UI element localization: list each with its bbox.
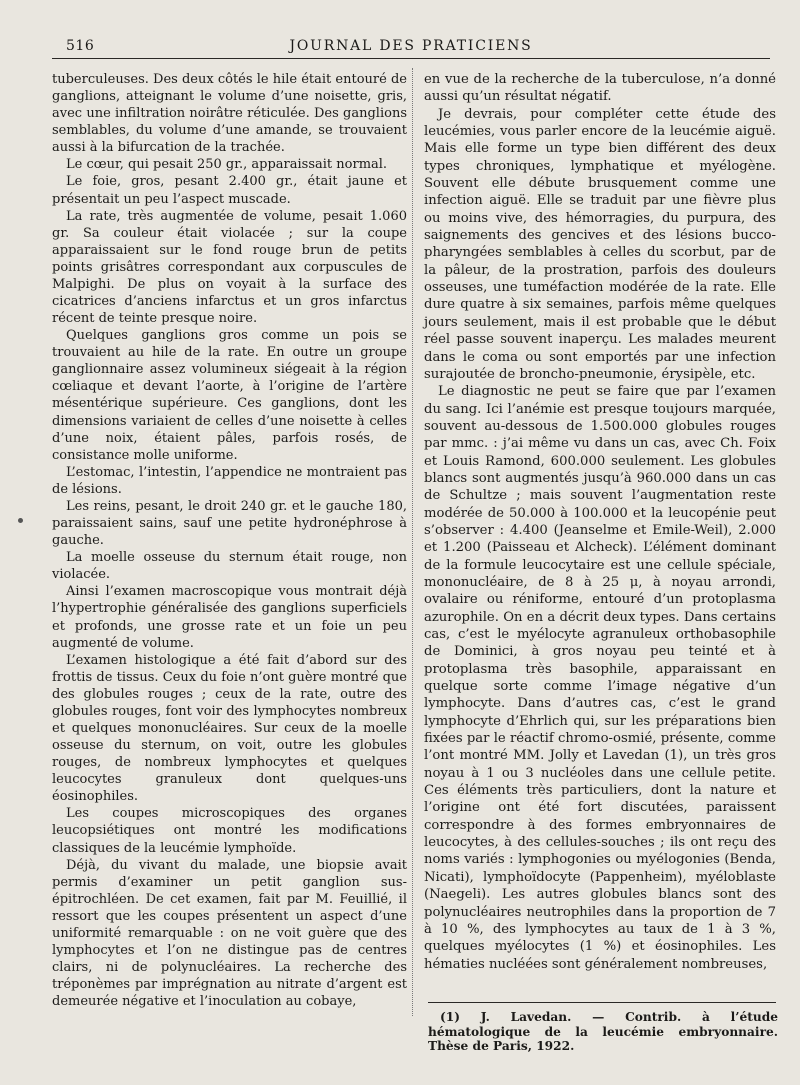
- paragraph: Le cœur, qui pesait 250 gr., apparaissait normal.: [66, 157, 388, 173]
- paragraph: L’examen histologique a été fait d’abord sur des frottis de tissus. Ceux du foie n’ont guère montré que des globules rouges ; ceux de la rate, outre des globules rouges, font voir des lymphocytes nombreux et quelques mononucléaires. Sur ceux de la moelle osseuse du sternum, on voit, outre les globules rouges, de nombreux lymphocytes et quelques leucocytes granuleux dont quelques-uns éosinophiles.: [52, 652, 407, 805]
- paragraph: Je devrais, pour compléter cette étude des leucémies, vous parler encore de la leucémie aiguë. Mais elle forme un type bien différent des deux types chroniques, lymphatique et myélogène. Souvent elle débute brusquement comme une infection aiguë. Elle se traduit par une fièvre plus ou moins vive, des hémorragies, du purpura, des saignements des gencives et des lésions bucco-pharyngées semblables à celles du scorbut, par de la pâleur, de la prostration, parfois des douleurs osseuses, une tuméfaction modérée de la rate. Elle dure quatre à six semaines, parfois même quelques jours seulement, mais il est probable que le début réel passe souvent inaperçu. Les malades meurent dans le coma ou sont emportés par une infection surajoutée de broncho-pneumonie, érysipèle, etc.: [424, 106, 776, 382]
- paragraph: Déjà, du vivant du malade, une biopsie avait permis d’examiner un petit ganglion sus-épitrochléen. De cet examen, fait par M. Feuillié, il ressort que les coupes présentent un aspect d’une uniformité remarquable : on ne voit guère que des lymphocytes et l’on ne distingue pas de centres clairs, ni de polynucléaires. La recherche des tréponèmes par imprégnation au nitrate d’argent est demeurée négative et l’inoculation au cobaye,: [52, 857, 407, 1010]
- paragraph: Ainsi l’examen macroscopique vous montrait déjà l’hypertrophie généralisée des ganglions superficiels et profonds, une grosse rate et un foie un peu augmenté de volume.: [52, 584, 407, 651]
- paragraph: Les reins, pesant, le droit 240 gr. et le gauche 180, paraissaient sains, sauf une petite hydronéphrose à gauche.: [52, 498, 407, 549]
- paragraph: Le foie, gros, pesant 2.400 gr., était jaune et présentait un peu l’aspect muscade.: [52, 174, 407, 207]
- paragraph: Le diagnostic ne peut se faire que par l’examen du sang. Ici l’anémie est presque toujours marquée, souvent au-dessous de 1.500.000 globules rouges par mmc. : j’ai même vu dans un cas, avec Ch. Foix et Louis Ramond, 600.000 seulement. Les globules blancs sont augmentés jusqu’à 960.000 dans un cas de Schultze ; mais souvent l’augmentation reste modérée de 50.000 à 100.000 et la leucopénie peut s’observer : 4.400 (Jeanselme et Emile-Weil), 2.000 et 1.200 (Paisseau et Alcheck). L’élément dominant de la formule leucocytaire est une cellule spéciale, mononucléaire, de 8 à 25 μ, à noyau arrondi, ovalaire ou réniforme, entouré d’un protoplasma azurophile. On en a décrit deux types. Dans certains cas, c’est le myélocyte agranuleux orthobasophile de Dominici, à gros noyau peu teinté et à protoplasma très basophile, apparaissant en quelque sorte comme l’image négative d’un lymphocyte. Dans d’autres cas, c’est le grand lymphocyte d’Ehrlich qui, sur les préparations bien fixées par le réactif chromo-osmié, présente, comme l’ont montré MM. Jolly et Lavedan (1), un très gros noyau à 1 ou 3 nucléoles dans une cellule petite. Ces éléments très particuliers, dont la nature et l’origine ont été fort discutées, paraissent correspondre à des formes embryonnaires de leucocytes, à des cellules-souches ; ils ont reçu des noms variés : lymphogonies ou myélogonies (Benda, Nicati), lymphoïdocyte (Pappenheim), myéloblaste (Naegeli). Les autres globules blancs sont des polynucléaires neutrophiles dans la proportion de 7 à 10 %, des lymphocytes au taux de 1 à 3 %, quelques myélocytes (1 %) et éosinophiles. Les hématies nucléées sont généralement nombreuses,: [424, 384, 776, 972]
- paragraph: L’estomac, l’intestin, l’appendice ne montraient pas de lésions.: [52, 464, 407, 497]
- margin-dot-mark: [18, 518, 23, 523]
- running-title: JOURNAL DES PRATICIENS: [289, 38, 533, 54]
- footnote-rule: [428, 1002, 776, 1003]
- footnote: (1) J. Lavedan. — Contrib. à l’étude hématologique de la leucémie embryonnaire. Thèse de Paris, 1922.: [428, 1010, 778, 1053]
- paragraph: tuberculeuses. Des deux côtés le hile était entouré de ganglions, atteignant le volume d’une noisette, gris, avec une infiltration noirâtre réticulée. Des ganglions semblables, du volume d’une amande, se trouvaient aussi à la bifurcation de la trachée.: [52, 72, 407, 156]
- right-column: [424, 71, 776, 973]
- left-column: [52, 71, 407, 1010]
- paragraph: en vue de la recherche de la tuberculose, n’a donné aussi qu’un résultat négatif.: [424, 72, 776, 105]
- page-header: [52, 34, 770, 59]
- paragraph: Quelques ganglions gros comme un pois se trouvaient au hile de la rate. En outre un groupe ganglionnaire assez volumineux siégeait à la région cœliaque et devant l’aorte, à l’origine de l’artère mésentérique supérieure. Ces ganglions, dont les dimensions variaient de celles d’une noisette à celles d’une noix, étaient pâles, parfois rosés, de consistance molle uniforme.: [52, 328, 407, 463]
- column-divider: [412, 68, 413, 1016]
- page-number: 516: [66, 38, 95, 54]
- paragraph: La rate, très augmentée de volume, pesait 1.060 gr. Sa couleur était violacée ; sur la coupe apparaissaient sur le fond rouge brun de petits points grisâtres correspondant aux corpuscules de Malpighi. De plus on voyait à la surface des cicatrices d’anciens infarctus et un gros infarctus récent de teinte presque noire.: [52, 208, 407, 327]
- paragraph: La moelle osseuse du sternum était rouge, non violacée.: [52, 550, 407, 583]
- paragraph: Les coupes microscopiques des organes leucopsiétiques ont montré les modifications classiques de la leucémie lymphoïde.: [52, 806, 407, 856]
